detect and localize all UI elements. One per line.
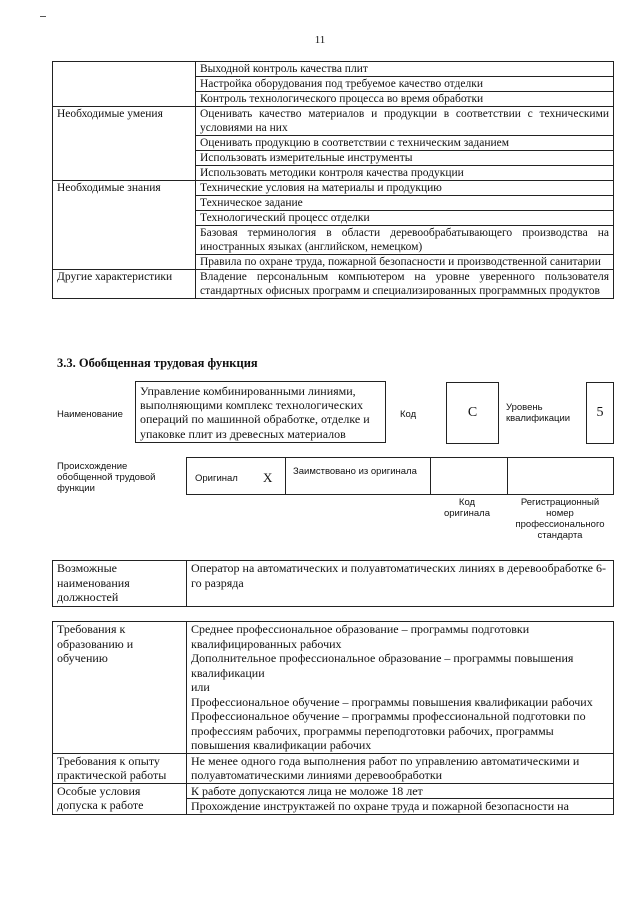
origin-label: Происхождение обобщенной трудовой функции (57, 461, 156, 494)
table-cell: Оператор на автоматических и полуавтоматических линиях в деревообработке 6-го разряда (187, 561, 614, 607)
table-row-label: Возможные наименования должностей (53, 561, 187, 607)
code-origin-caption: Код оригинала (443, 497, 490, 519)
list-item: Использовать методики контроля качества продукции (196, 166, 614, 181)
section-title: 3.3. Обобщенная трудовая функция (57, 356, 258, 370)
requirements-table (52, 621, 614, 815)
function-name-box: Управление комбинированными линиями, выполняющими комплекс технологических операций по машинной обработке, отделке и упаковке плит из древесных материалов (135, 381, 386, 443)
page-number: 11 (314, 34, 326, 46)
divider (285, 458, 286, 494)
table-row-label: Другие характеристики (53, 270, 196, 299)
list-item: Оценивать качество материалов и продукции в соответствии с техническими условиями на них (196, 107, 614, 136)
list-item: Среднее профессиональное образование – программы подготовки квалифицированных рабочих (191, 622, 530, 651)
table-row-label: Требования к опыту практической работы (53, 753, 187, 783)
table-row-label: Особые условия допуска к работе (53, 783, 187, 814)
list-item: Профессиональное обучение – программы повышения квалификации рабочих (191, 694, 593, 709)
original-label: Оригинал (195, 473, 238, 484)
list-item: Дополнительное профессиональное образование – программы повышения квалификации (191, 651, 574, 680)
list-item: Технические условия на материалы и продукцию (196, 181, 614, 196)
list-item: Владение персональным компьютером на уровне уверенного пользователя стандартных офисных программ и специализированных программных продуктов (196, 270, 614, 299)
table-row-label: Необходимые знания (53, 181, 196, 270)
list-item: Технологический процесс отделки (196, 211, 614, 226)
borrowed-label: Заимствовано из оригинала (293, 466, 417, 477)
list-item: Базовая терминология в области деревообрабатывающего производства на иностранных языках (английском, немецком) (196, 226, 614, 255)
list-item: Техническое задание (196, 196, 614, 211)
name-label: Наименование (57, 409, 123, 420)
scan-mark (40, 16, 46, 17)
positions-table (52, 560, 614, 607)
original-mark: X (263, 470, 273, 485)
divider (430, 458, 431, 494)
level-value-box: 5 (586, 382, 614, 444)
code-value-box: C (446, 382, 499, 444)
list-item: Использовать измерительные инструменты (196, 151, 614, 166)
list-item: или (191, 680, 210, 694)
list-item: Правила по охране труда, пожарной безопасности и производственной санитарии (196, 255, 614, 270)
table-cell: Не менее одного года выполнения работ по управлению автоматическими и полуавтоматическими линиями деревообработки (187, 753, 614, 783)
list-item: Контроль технологического процесса во время обработки (196, 92, 614, 107)
skills-table (52, 61, 614, 299)
code-label: Код (400, 409, 417, 420)
list-item: Профессиональное обучение – программы профессиональной подготовки по профессиям рабочих, программы переподготовки рабочих, программы повышения квалификации рабочих (191, 709, 586, 752)
origin-table (186, 457, 614, 495)
table-cell (187, 622, 614, 754)
divider (507, 458, 508, 494)
table-cell: К работе допускаются лица не моложе 18 лет (187, 783, 614, 799)
list-item: Выходной контроль качества плит (196, 62, 614, 77)
list-item: Оценивать продукцию в соответствии с техническим заданием (196, 136, 614, 151)
level-label: Уровень квалификации (506, 402, 571, 424)
table-cell: Прохождение инструктажей по охране труда и пожарной безопасности на (187, 799, 614, 815)
table-row-label (53, 62, 196, 107)
reg-number-caption: Регистрационный номер профессионального стандарта (515, 497, 605, 541)
table-row-label: Требования к образованию и обучению (53, 622, 187, 754)
table-row-label: Необходимые умения (53, 107, 196, 181)
list-item: Настройка оборудования под требуемое качество отделки (196, 77, 614, 92)
